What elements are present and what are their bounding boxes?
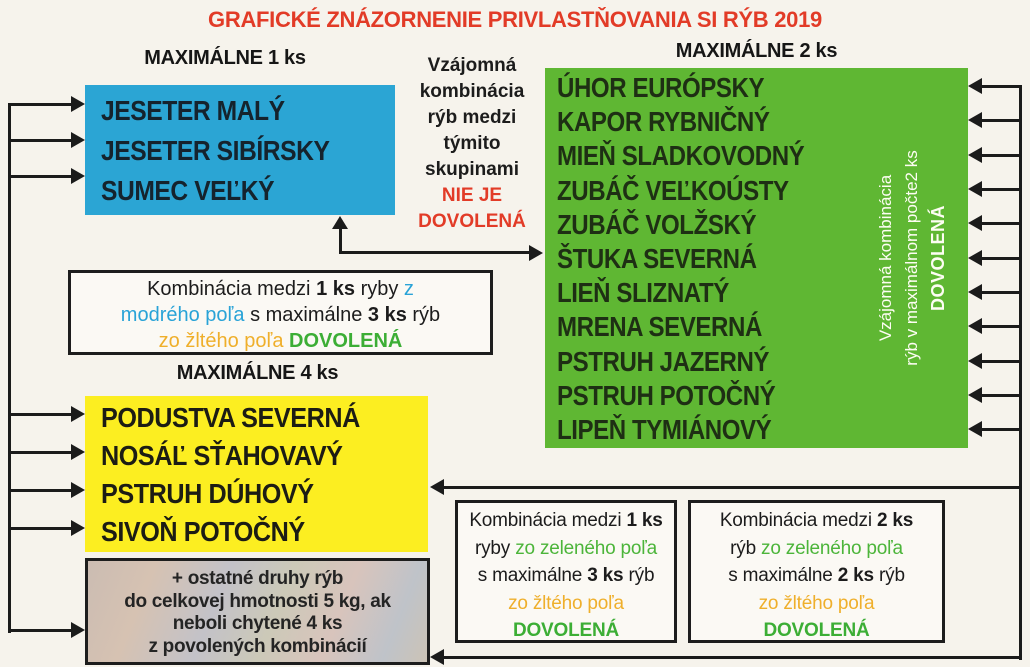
arrow-left-icon bbox=[968, 318, 982, 334]
combo-allowed-label: DOVOLENÁ bbox=[763, 620, 870, 641]
arrow-right-icon bbox=[71, 482, 85, 498]
combo-text: ryby bbox=[475, 537, 511, 559]
other-species-note-box bbox=[85, 558, 430, 665]
arrow-left-icon bbox=[968, 147, 982, 163]
no-combination-note-red bbox=[398, 183, 546, 235]
combo-rule-line bbox=[71, 276, 490, 302]
combo-rule-line bbox=[71, 328, 490, 354]
combo-yellow-field-ref: zo žltého poľa bbox=[158, 330, 284, 352]
fish-name: NOSÁĽ SŤAHOVAVÝ bbox=[101, 440, 343, 471]
arrow-left-icon bbox=[968, 387, 982, 403]
fish-name: ZUBÁČ VEĽKOÚSTY bbox=[557, 174, 789, 206]
note-line: týmito bbox=[443, 133, 501, 154]
fish-name: PSTRUH DÚHOVÝ bbox=[101, 478, 314, 509]
green-side-note-allowed: DOVOLENÁ bbox=[928, 205, 948, 312]
combo-rule-blue-yellow bbox=[68, 270, 493, 355]
combo-allowed-label: DOVOLENÁ bbox=[289, 330, 403, 352]
left-connector-shaft bbox=[8, 489, 71, 492]
arrow-right-icon bbox=[529, 245, 543, 261]
note-line: rýb medzi bbox=[427, 107, 517, 128]
fish-name: LIEŇ SLIZNATÝ bbox=[557, 277, 729, 309]
combo-count: 1 ks bbox=[626, 510, 663, 531]
fish-name: ZUBÁČ VOLŽSKÝ bbox=[557, 208, 757, 240]
arrow-left-icon bbox=[968, 421, 982, 437]
combo-rule-line bbox=[458, 507, 674, 535]
combo-yellow-field-ref: zo žltého poľa bbox=[758, 592, 875, 614]
fish-name: LIPEŇ TYMIÁNOVÝ bbox=[557, 414, 772, 446]
arrow-left-icon bbox=[968, 353, 982, 369]
arrow-left-icon bbox=[430, 479, 444, 495]
right-connector-shaft bbox=[982, 85, 1022, 88]
note-line: Vzájomná bbox=[427, 55, 517, 76]
fish-name: MRENA SEVERNÁ bbox=[557, 311, 762, 343]
yellow-group-box bbox=[85, 396, 428, 552]
arrow-right-icon bbox=[71, 444, 85, 460]
combo-text: s maximálne bbox=[728, 565, 833, 586]
note-line-red: DOVOLENÁ bbox=[418, 211, 526, 232]
green-side-note-line: Vzájomná kombinácia bbox=[876, 174, 895, 342]
no-combination-note-black bbox=[398, 53, 546, 183]
combo-count: 3 ks bbox=[587, 565, 624, 586]
arrow-left-icon bbox=[968, 284, 982, 300]
fish-name: JESETER MALÝ bbox=[101, 95, 285, 126]
combo-blue-field-ref: z bbox=[403, 278, 414, 300]
note-line: z povolených kombinácií bbox=[148, 635, 367, 657]
no-combination-note bbox=[398, 53, 546, 235]
arrow-right-icon bbox=[71, 406, 85, 422]
combo-text: Kombinácia medzi bbox=[147, 278, 311, 300]
combo-text: s maximálne bbox=[477, 565, 583, 586]
combo-count: 1 ks bbox=[316, 278, 355, 300]
arrow-right-icon bbox=[71, 132, 85, 148]
note-line: do celkovej hmotnosti 5 kg, ak bbox=[124, 590, 391, 612]
arrow-right-icon bbox=[71, 168, 85, 184]
left-connector-shaft bbox=[8, 175, 71, 178]
right-connector-shaft bbox=[982, 154, 1022, 157]
long-connector-shaft bbox=[444, 486, 1022, 489]
note-line: neboli chytené 4 ks bbox=[172, 613, 343, 634]
yellow-group-header: MAXIMÁLNE 4 ks bbox=[176, 362, 339, 384]
page-title: GRAFICKÉ ZNÁZORNENIE PRIVLASTŇOVANIA SI RÝB 2019 bbox=[208, 7, 822, 32]
right-connector-spine bbox=[1019, 85, 1022, 660]
note-line: + ostatné druhy rýb bbox=[171, 568, 344, 589]
combo-text: s maximálne bbox=[250, 304, 363, 326]
left-connector-spine bbox=[8, 103, 11, 633]
blue-green-connector-horizontal bbox=[339, 251, 530, 254]
arrow-left-icon bbox=[968, 78, 982, 94]
combo-text: rýb bbox=[879, 565, 905, 586]
arrow-left-icon bbox=[968, 181, 982, 197]
right-connector-shaft bbox=[982, 222, 1022, 225]
combo-rule-line bbox=[458, 562, 674, 590]
note-line: skupinami bbox=[425, 159, 519, 180]
fish-name: PODUSTVA SEVERNÁ bbox=[101, 402, 360, 433]
green-group-header: MAXIMÁLNE 2 ks bbox=[675, 40, 838, 62]
arrow-left-icon bbox=[968, 250, 982, 266]
fish-name: ŠTUKA SEVERNÁ bbox=[557, 243, 757, 275]
right-connector-shaft bbox=[982, 188, 1022, 191]
blue-group-box bbox=[85, 85, 395, 215]
note-line: kombinácia bbox=[419, 81, 525, 102]
combo-rule-green2-yellow bbox=[688, 500, 945, 643]
right-connector-shaft bbox=[982, 360, 1022, 363]
combo-text: rýb bbox=[412, 304, 441, 326]
combo-text: rýb bbox=[628, 565, 655, 586]
combo-rule-line bbox=[691, 535, 942, 563]
long-connector-shaft bbox=[444, 656, 1022, 659]
combo-rule-line bbox=[458, 535, 674, 563]
right-connector-shaft bbox=[982, 428, 1022, 431]
fish-name: MIEŇ SLADKOVODNÝ bbox=[557, 140, 805, 172]
left-connector-shaft bbox=[8, 451, 71, 454]
combo-allowed-label: DOVOLENÁ bbox=[512, 620, 620, 641]
arrow-right-icon bbox=[71, 96, 85, 112]
arrow-left-icon bbox=[968, 112, 982, 128]
fish-name: PSTRUH JAZERNÝ bbox=[557, 345, 770, 377]
combo-count: 3 ks bbox=[367, 304, 407, 326]
arrow-right-icon bbox=[71, 622, 85, 638]
combo-green-field-ref: zo zeleného poľa bbox=[761, 537, 903, 559]
right-connector-shaft bbox=[982, 291, 1022, 294]
left-connector-shaft bbox=[8, 103, 71, 106]
combo-text: ryby bbox=[360, 278, 399, 300]
combo-text: Kombinácia medzi bbox=[469, 510, 622, 531]
arrow-left-icon bbox=[968, 215, 982, 231]
right-connector-shaft bbox=[982, 325, 1022, 328]
right-connector-shaft bbox=[982, 119, 1022, 122]
left-connector-shaft bbox=[8, 527, 71, 530]
combo-green-field-ref: zo zeleného poľa bbox=[515, 537, 657, 559]
arrow-right-icon bbox=[71, 520, 85, 536]
green-side-note-line: rýb v maximálnom počte2 ks bbox=[902, 150, 921, 366]
combo-blue-field-ref: modrého poľa bbox=[120, 304, 245, 326]
arrow-left-icon bbox=[430, 649, 444, 665]
combo-text: Kombinácia medzi bbox=[719, 510, 872, 531]
left-connector-shaft bbox=[8, 413, 71, 416]
fish-name: JESETER SIBÍRSKY bbox=[101, 135, 330, 166]
combo-rule-line bbox=[71, 302, 490, 328]
fish-name: KAPOR RYBNIČNÝ bbox=[557, 106, 770, 138]
combo-rule-line bbox=[691, 562, 942, 590]
fish-name: PSTRUH POTOČNÝ bbox=[557, 379, 776, 411]
fish-name: SIVOŇ POTOČNÝ bbox=[101, 516, 305, 547]
combo-rule-green1-yellow bbox=[455, 500, 677, 643]
combo-rule-line bbox=[691, 507, 942, 535]
right-connector-shaft bbox=[982, 257, 1022, 260]
right-connector-shaft bbox=[982, 394, 1022, 397]
note-line-red: NIE JE bbox=[441, 185, 503, 206]
left-connector-shaft bbox=[8, 139, 71, 142]
combo-yellow-field-ref: zo žltého poľa bbox=[508, 592, 624, 614]
left-connector-shaft bbox=[8, 629, 71, 632]
fish-name: ÚHOR EURÓPSKY bbox=[557, 72, 765, 103]
combo-count: 2 ks bbox=[837, 565, 874, 586]
fish-name: SUMEC VEĽKÝ bbox=[101, 175, 275, 206]
combo-count: 2 ks bbox=[876, 510, 914, 531]
green-side-note bbox=[873, 68, 961, 448]
combo-text: rýb bbox=[730, 537, 756, 559]
blue-group-header: MAXIMÁLNE 1 ks bbox=[144, 47, 306, 69]
